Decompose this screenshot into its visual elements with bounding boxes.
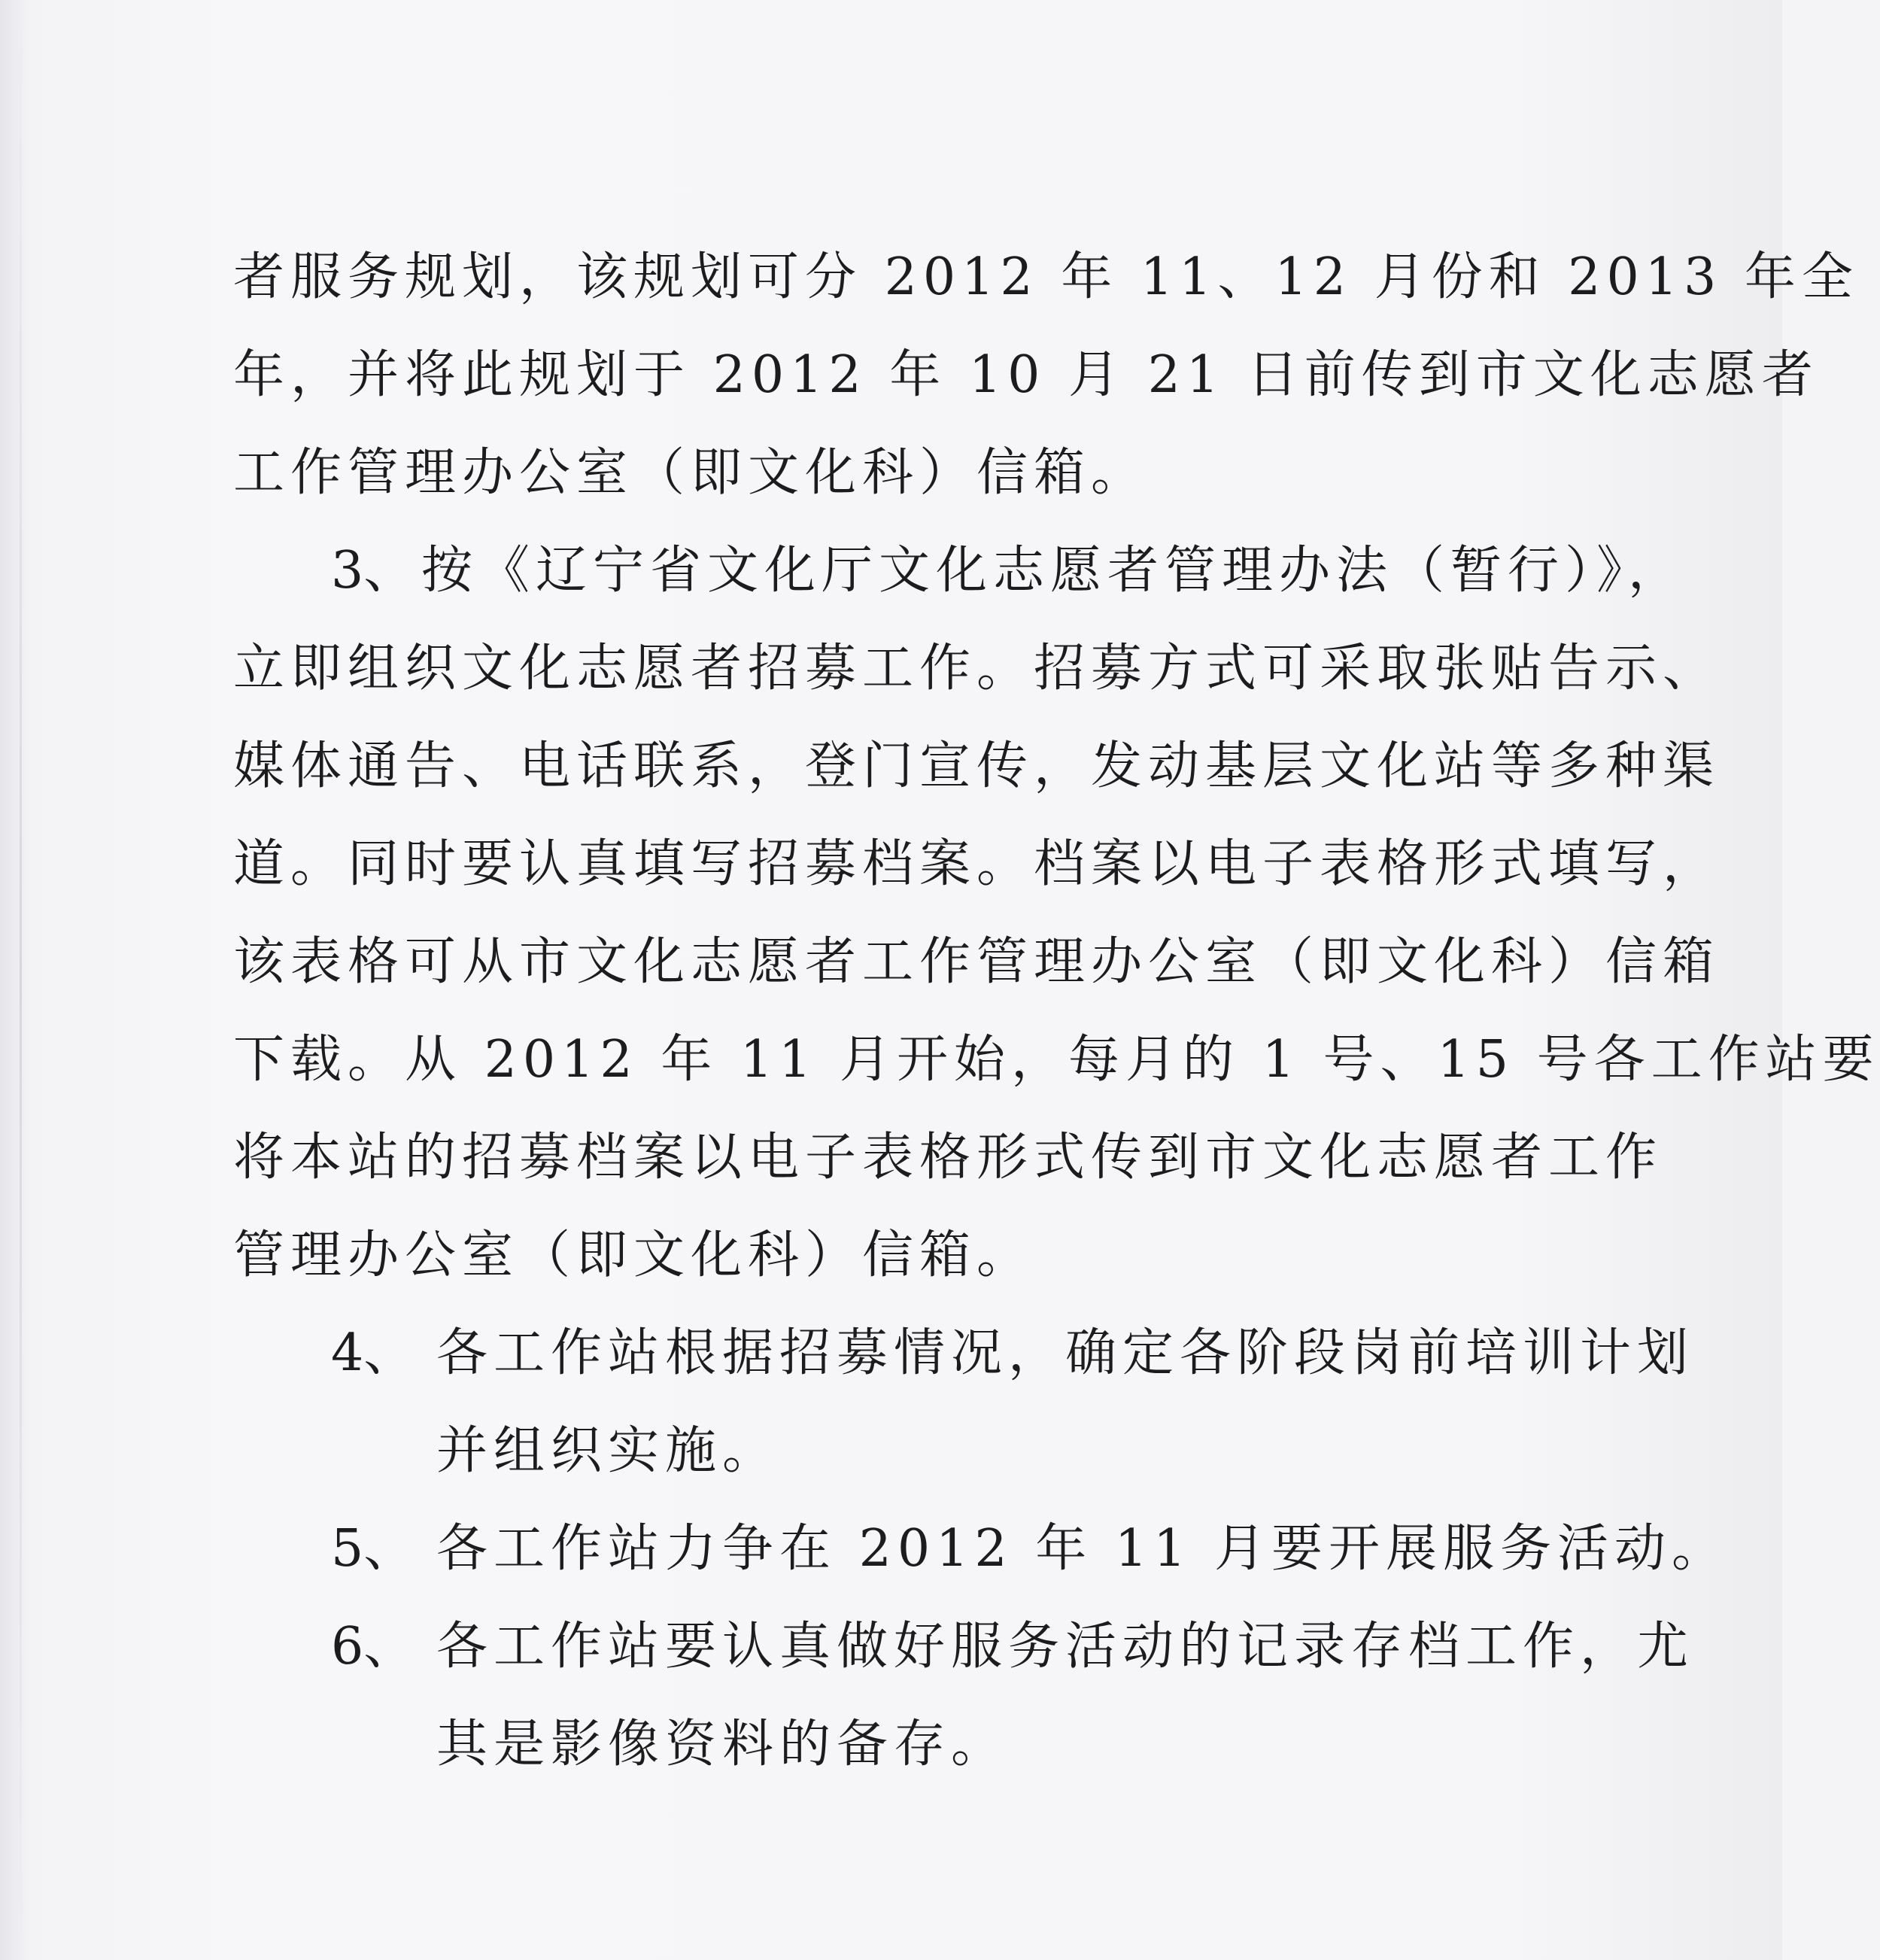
item-4-number: 4、 [331, 1323, 415, 1383]
item-3-line-7: 将本站的招募档案以电子表格形式传到市文化志愿者工作 [233, 1128, 1663, 1187]
body-line-3: 工作管理办公室（即文化科）信箱。 [233, 443, 1149, 503]
item-3-line-2: 立即组织文化志愿者招募工作。招募方式可采取张贴告示、 [233, 639, 1721, 698]
body-line-1: 者服务规划，该规划可分 2012 年 11、12 月份和 2013 年全 [233, 248, 1859, 307]
item-5-line-1: 各工作站力争在 2012 年 11 月要开展服务活动。 [436, 1519, 1730, 1579]
item-3-line-3: 媒体通告、电话联系，登门宣传，发动基层文化站等多种渠 [233, 737, 1721, 796]
item-3-line-1: 按《辽宁省文化厅文化志愿者管理办法（暂行）》， [421, 541, 1686, 600]
item-3-number: 3、 [331, 541, 415, 600]
item-6-number: 6、 [331, 1617, 415, 1676]
item-4-line-2: 并组织实施。 [436, 1421, 780, 1481]
item-6-line-1: 各工作站要认真做好服务活动的记录存档工作，尤 [436, 1617, 1695, 1676]
item-6-line-2: 其是影像资料的备存。 [436, 1715, 1009, 1774]
item-3-line-6: 下载。从 2012 年 11 月开始，每月的 1 号、15 号各工作站要 [233, 1030, 1880, 1089]
body-line-2: 年，并将此规划于 2012 年 10 月 21 日前传到市文化志愿者 [233, 345, 1819, 405]
page-fold-shadow [20, 0, 22, 1960]
item-3-line-5: 该表格可从市文化志愿者工作管理办公室（即文化科）信箱 [233, 932, 1721, 992]
item-3-line-4: 道。同时要认真填写招募档案。档案以电子表格形式填写， [233, 834, 1721, 894]
item-3-line-8: 管理办公室（即文化科）信箱。 [233, 1226, 1034, 1285]
item-5-number: 5、 [331, 1519, 415, 1579]
item-4-line-1: 各工作站根据招募情况，确定各阶段岗前培训计划 [436, 1323, 1695, 1383]
